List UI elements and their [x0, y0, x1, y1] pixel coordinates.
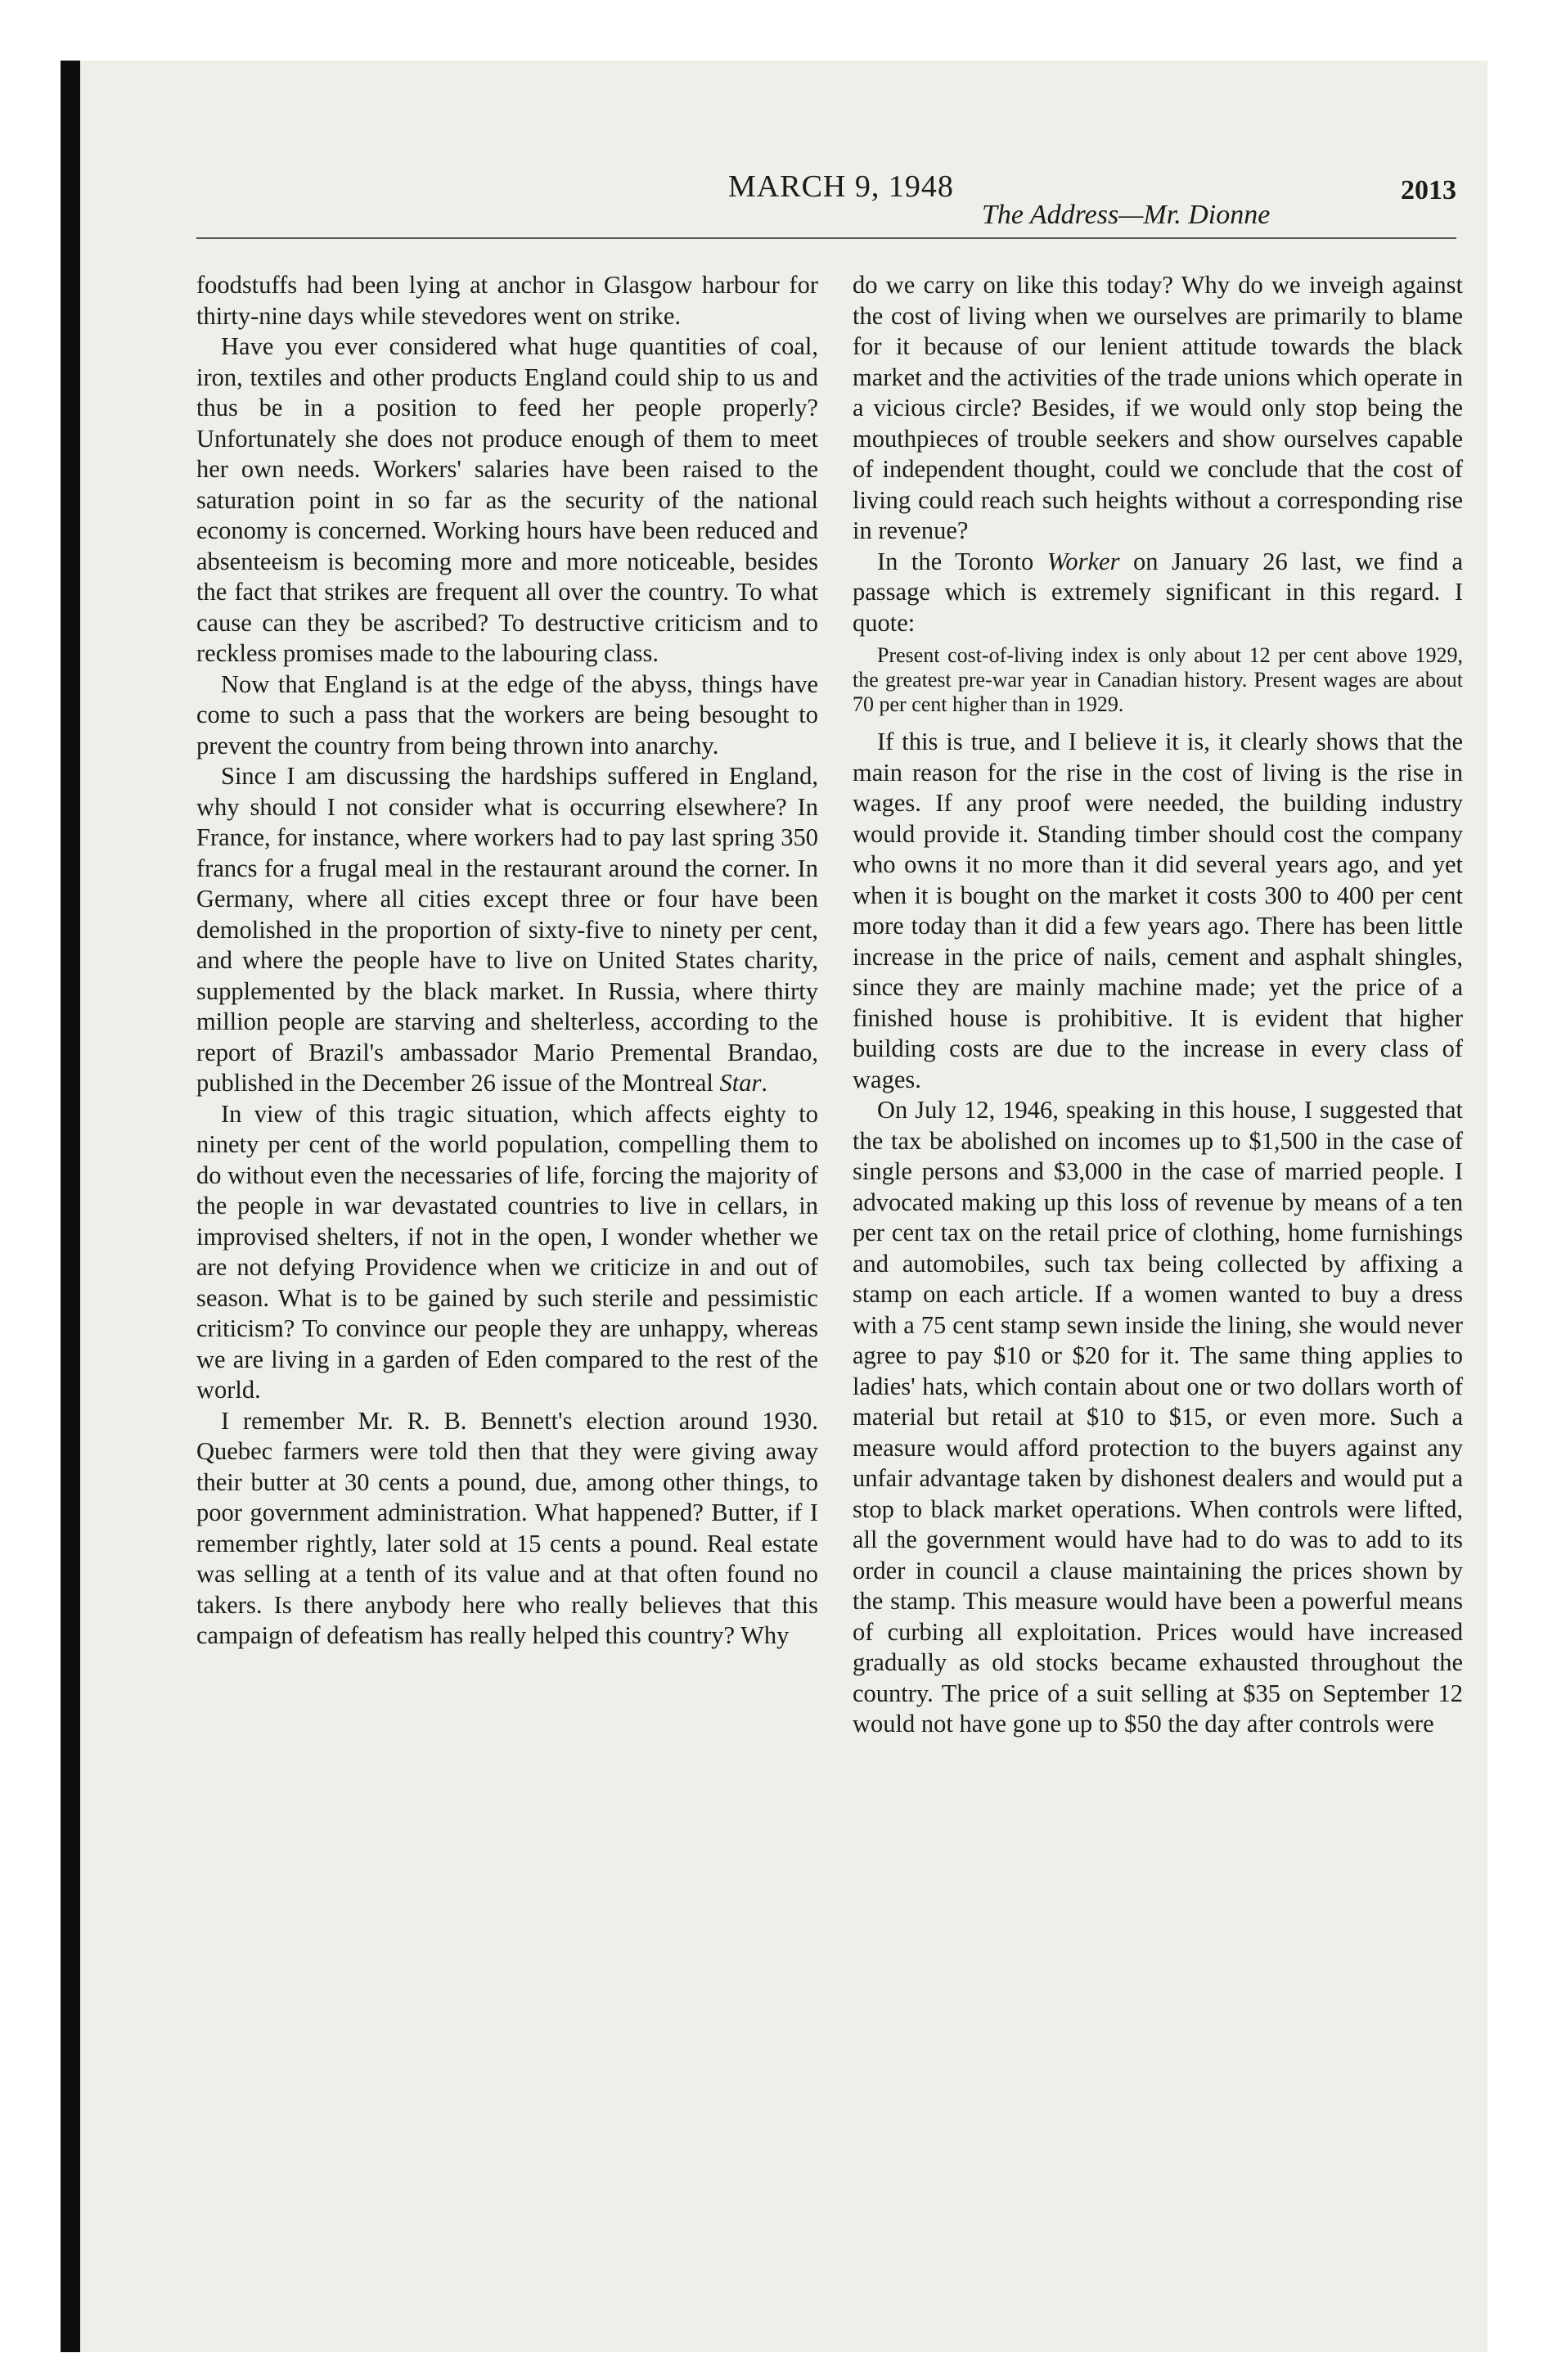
paragraph — [196, 761, 818, 1099]
paragraph: If this is true, and I believe it is, it clearly shows that the main reason for the rise in the cost of living is the rise in wages. If any proof were needed, the building industry would provide it. Standing timber should cost the company who owns it no more than it did several years ago, and yet when it is bought on the market it costs 300 to 400 per cent more today than it did a few years ago. There has been little increase in the price of nails, cement and asphalt shingles, since they are mainly machine made; yet the price of a finished house is prohibitive. It is evident that higher building costs are due to the increase in every class of wages. — [853, 728, 1463, 1093]
paragraph: Now that England is at the edge of the abyss, things have come to such a pass that the workers are being besought to prevent the country from being thrown into anarchy. — [196, 669, 818, 760]
left-column — [196, 270, 818, 1652]
newspaper-name: Star — [719, 1069, 762, 1097]
header-date: MARCH 9, 1948 — [728, 169, 954, 204]
scan-edge-bar — [61, 61, 80, 2352]
paragraph-text: Since I am discussing the hardships suffered in England, why should I not consider what is occurring elsewhere? In France, for instance, where workers had to pay last spring 350 francs for a frugal meal in the restaurant around the corner. In Germany, where all cities except three or four have been demolished in the proportion of sixty-five to ninety per cent, and where the people have to live on United States charity, supplemented by the black market. In Russia, where thirty million people are starving and shelterless, according to the report of Brazil's ambassador Mario Premental Brandao, published in the December 26 issue of the Montreal — [196, 762, 818, 1097]
paragraph-text: on January 26 last, we find a passage which is extremely significant in this regard. I quote: — [853, 547, 1464, 637]
header-title: The Address—Mr. Dionne — [982, 200, 1271, 230]
newspaper-name: Worker — [1046, 547, 1120, 575]
paragraph: On July 12, 1946, speaking in this house, I suggested that the tax be abolished on incomes up to $1,500 in the case of single persons and $3,000 in the case of married people. I advocated making up this loss of revenue by means of a ten per cent tax on the retail price of clothing, home furnishings and automobiles, such tax being collected by affixing a stamp on each article. If a women wanted to buy a dress with a 75 cent stamp sewn inside the lining, she would never agree to pay $10 or $20 for it. The same thing applies to ladies' hats, which contain about one or two dollars worth of material but retail at $10 to $15, or even more. Such a measure would afford protection to the buyers against any unfair advantage taken by dishonest dealers and would put a stop to black market operations. When controls were lifted, all the government would have had to do was to add to its order in council a clause maintaining the prices shown by the stamp. This measure would have been a powerful means of curbing all exploitation. Prices would have increased gradually as old stocks became exhausted throughout the country. The price of a suit selling at $35 on September 12 would not have gone up to $50 the day after controls were — [853, 1096, 1463, 1738]
right-column — [853, 270, 1463, 1740]
paragraph-end: . — [761, 1069, 767, 1097]
paragraph: I remember Mr. R. B. Bennett's election around 1930. Quebec farmers were told then that they were giving away their butter at 30 cents a pound, due, among other things, to poor government administration. What happened? Butter, if I remember rightly, later sold at 15 cents a pound. Real estate was selling at a tenth of its value and at that often found no takers. Is there anybody here who really believes that this campaign of defeatism has really helped this country? Why — [196, 1406, 818, 1649]
paragraph: foodstuffs had been lying at anchor in Glasgow harbour for thirty-nine days while stevedores went on strike. — [196, 271, 818, 330]
paragraph: In view of this tragic situation, which affects eighty to ninety per cent of the world population, compelling them to do without even the necessaries of life, forcing the majority of the people in war devastated countries to live in cellars, in improvised shelters, if not in the open, I wonder whether we are not defying Providence when we criticize in and out of season. What is to be gained by such sterile and pessimistic criticism? To convince our people they are unhappy, whereas we are living in a garden of Eden compared to the rest of the world. — [196, 1099, 818, 1404]
paragraph-text: In the Toronto — [877, 547, 1047, 575]
paragraph: Have you ever considered what huge quantities of coal, iron, textiles and other products England could ship to us and thus be in a position to feed her people properly? Unfortunately she does not produce enough of them to meet her own needs. Workers' salaries have been raised to the saturation point in so far as the security of the national economy is concerned. Working hours have been reduced and absenteeism is becoming more and more noticeable, besides the fact that strikes are frequent all over the country. To what cause can they be ascribed? To destructive criticism and to reckless promises made to the labouring class. — [196, 332, 818, 667]
block-quote: Present cost-of-living index is only about 12 per cent above 1929, the greatest pre-war year in Canadian history. Present wages are about 70 per cent higher than in 1929. — [853, 643, 1463, 716]
page-header — [196, 164, 1456, 239]
paragraph — [853, 547, 1463, 639]
paragraph: do we carry on like this today? Why do we inveigh against the cost of living when we ourselves are primarily to blame for it because of our lenient attitude towards the black market and the activities of the trade unions which operate in a vicious circle? Besides, if we would only stop being the mouthpieces of trouble seekers and show ourselves capable of independent thought, could we conclude that the cost of living could reach such heights without a corresponding rise in revenue? — [853, 271, 1463, 544]
page-number: 2013 — [1401, 175, 1456, 205]
